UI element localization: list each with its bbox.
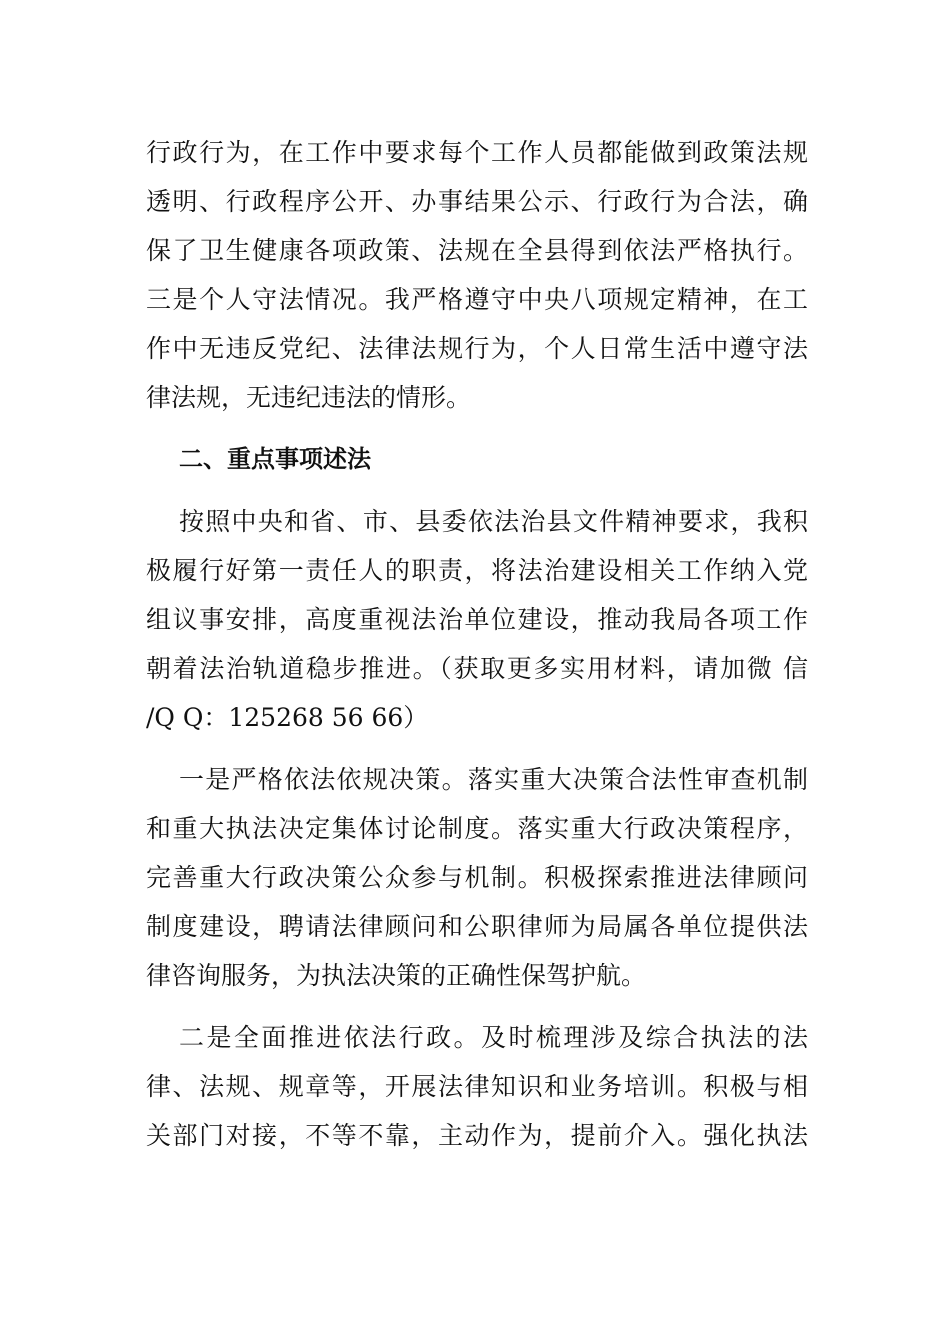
- text-line: 作中无违反党纪、法律法规行为，个人日常生活中遵守法: [146, 334, 808, 363]
- text-line: 二是全面推进依法行政。及时梳理涉及综合执法的法: [179, 1023, 808, 1052]
- text-line: 三是个人守法情况。我严格遵守中央八项规定精神，在工: [146, 285, 808, 314]
- paragraph-spacer: [146, 1000, 808, 1013]
- text-line: 组议事安排，高度重视法治单位建设，推动我局各项工作: [146, 605, 808, 634]
- text-line: 关部门对接，不等不靠，主动作为，提前介入。强化执法: [146, 1121, 808, 1150]
- paragraph-continuation: [146, 128, 808, 422]
- text-line: /Q Q：125268 56 66）: [146, 703, 429, 732]
- text-line: 和重大执法决定集体讨论制度。落实重大行政决策程序，: [146, 814, 808, 843]
- text-line: 透明、行政程序公开、办事结果公示、行政行为合法，确: [146, 187, 808, 216]
- text-line: 律法规，无违纪违法的情形。: [146, 383, 472, 412]
- text-line: 按照中央和省、市、县委依法治县文件精神要求，我积: [179, 507, 808, 536]
- text-line: 极履行好第一责任人的职责，将法治建设相关工作纳入党: [146, 556, 808, 585]
- paragraph-spacer: [146, 422, 808, 435]
- paragraph-decision-making: [146, 755, 808, 1000]
- document-page: [146, 128, 808, 1160]
- text-line: 制度建设，聘请法律顾问和公职律师为局属各单位提供法: [146, 912, 808, 941]
- text-line: 律咨询服务，为执法决策的正确性保驾护航。: [146, 961, 647, 990]
- paragraph-spacer: [146, 742, 808, 755]
- text-line: 行政行为，在工作中要求每个工作人员都能做到政策法规: [146, 138, 808, 167]
- paragraph-key-matters: [146, 497, 808, 742]
- paragraph-spacer: [146, 484, 808, 497]
- text-line: 保了卫生健康各项政策、法规在全县得到依法严格执行。: [146, 236, 808, 265]
- text-line: 律、法规、规章等，开展法律知识和业务培训。积极与相: [146, 1072, 808, 1101]
- text-line: 一是严格依法依规决策。落实重大决策合法性审查机制: [179, 765, 808, 794]
- paragraph-administration: [146, 1013, 808, 1160]
- section-heading: 二、重点事项述法: [179, 445, 371, 473]
- text-line: 朝着法治轨道稳步推进。（获取更多实用材料，请加微 信: [146, 654, 808, 683]
- text-line: 完善重大行政决策公众参与机制。积极探索推进法律顾问: [146, 863, 808, 892]
